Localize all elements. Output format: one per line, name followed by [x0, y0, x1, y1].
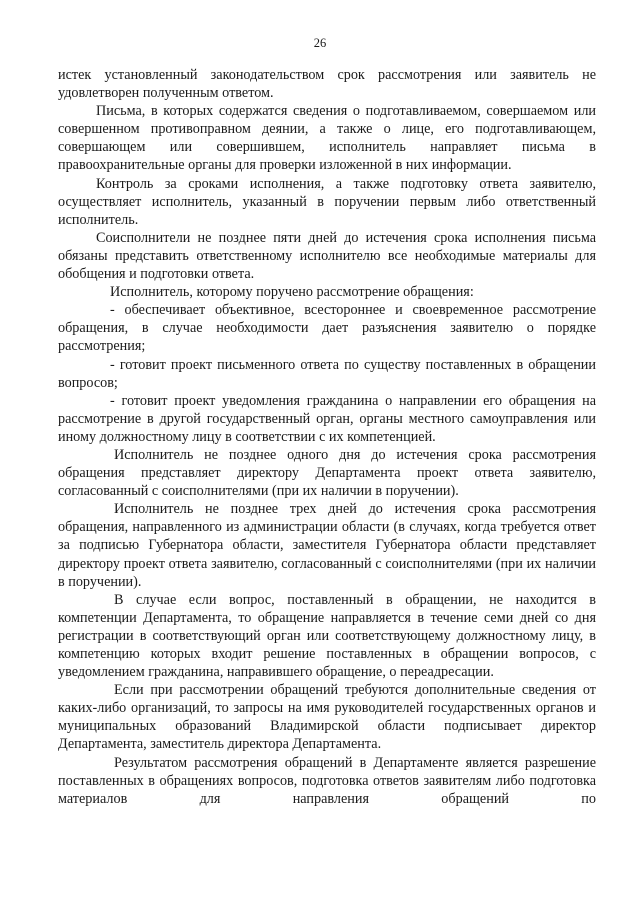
paragraph-10: Результатом рассмотрения обращений в Департаменте является разрешение поставленных в обращениях вопросов, подготовка ответов заявителям либо подготовка материалов для направления обращений по — [58, 754, 596, 807]
list-item-2: - готовит проект письменного ответа по существу поставленных в обращении вопросов; — [58, 356, 596, 391]
paragraph-1: истек установленный законодательством срок рассмотрения или заявитель не удовлетворен полученным ответом. — [58, 67, 596, 102]
paragraph-3: Контроль за сроками исполнения, а также подготовку ответа заявителю, осуществляет исполнитель, указанный в поручении первым либо ответственный исполнитель. — [58, 175, 596, 228]
paragraph-5: Исполнитель, которому поручено рассмотрение обращения: — [110, 284, 474, 301]
paragraph-6: Исполнитель не позднее одного дня до истечения срока рассмотрения обращения представляет директору Департамента проект ответа заявителю, согласованный с соисполнителями (при их наличии в поручении). — [58, 446, 596, 500]
body-text — [58, 66, 596, 808]
paragraph-2: Письма, в которых содержатся сведения о подготавливаемом, совершаемом или совершенном противоправном деянии, а также о лице, его подготавливающем, совершающем или совершившем, исполнитель направляет письма в правоохранительные органы для проверки изложенной в них информации. — [58, 103, 596, 174]
paragraph-7: Исполнитель не позднее трех дней до истечения срока рассмотрения обращения, направленного из администрации области (в случаях, когда требуется ответ за подписью Губернатора области, заместителя Губернатора области представляет директору проект ответа заявителю, согласованный с соисполнителями (при их наличии в поручении). — [58, 501, 596, 590]
paragraph-9: Если при рассмотрении обращений требуются дополнительные сведения от каких-либо организаций, то запросы на имя руководителей государственных органов и муниципальных образований Владимирской области подписывает директор Департамента, заместитель директора Департамента. — [58, 682, 596, 753]
paragraph-4: Соисполнители не позднее пяти дней до истечения срока исполнения письма обязаны представить ответственному исполнителю все необходимые материалы для обобщения и подготовки ответа. — [58, 229, 596, 283]
page-number: 26 — [313, 36, 327, 50]
list-item-1: - обеспечивает объективное, всестороннее и своевременное рассмотрение обращения, в случае необходимости дает разъяснения заявителю о порядке рассмотрения; — [58, 302, 596, 355]
list-item-3: - готовит проект уведомления гражданина о направлении его обращения на рассмотрение в другой государственный орган, органы местного самоуправления или иному должностному лицу в соответствии с их компетенцией. — [58, 392, 596, 445]
paragraph-8: В случае если вопрос, поставленный в обращении, не находится в компетенции Департамента, то обращение направляется в течение семи дней со дня регистрации в соответствующий орган или соответствующему должностному лицу, в компетенцию которых входит решение поставленных в обращении вопросов, с уведомлением гражданина, направившего обращение, о переадресации. — [58, 591, 596, 681]
